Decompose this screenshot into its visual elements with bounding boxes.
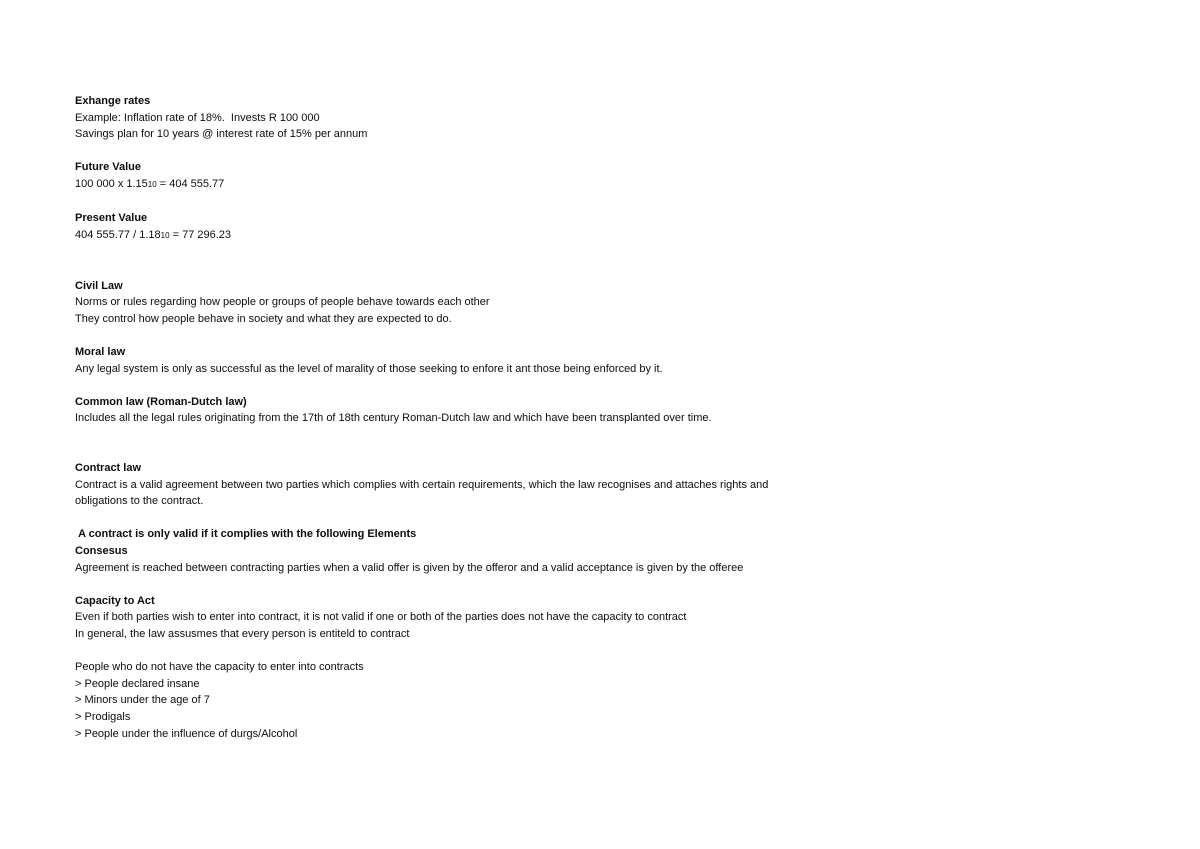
text-line: They control how people behave in society and what they are expected to do. xyxy=(75,312,452,325)
section-heading: Exhange rates xyxy=(75,95,151,107)
list-item: > People declared insane xyxy=(75,677,200,690)
formula-exponent: 10 xyxy=(160,230,170,240)
section-heading: Common law (Roman-Dutch law) xyxy=(75,395,247,408)
formula-exponent: 10 xyxy=(147,179,157,189)
text-line: In general, the law assusmes that every person is entiteld to contract xyxy=(75,628,410,640)
list-item: > People under the influence of durgs/Alcohol xyxy=(75,727,298,740)
section-common-law xyxy=(75,394,875,427)
document-page xyxy=(75,93,875,742)
list-item: > Prodigals xyxy=(75,710,131,723)
text-line: Savings plan for 10 years @ interest rate of 15% per annum xyxy=(75,128,368,141)
section-contract-validity xyxy=(75,526,875,576)
section-capacity-to-act xyxy=(75,593,875,643)
section-exchange-rates xyxy=(75,93,875,143)
text-line: Agreement is reached between contracting parties when a valid offer is given by the offeror and a valid acceptance is given by the offeree xyxy=(75,561,744,574)
section-heading: Moral law xyxy=(75,345,126,358)
text-line: Norms or rules regarding how people or groups of people behave towards each other xyxy=(75,296,490,309)
text-line: Example: Inflation rate of 18%. Invests R 100 000 xyxy=(75,111,320,124)
section-civil-law xyxy=(75,278,875,328)
text-line: Even if both parties wish to enter into contract, it is not valid if one or both of the parties does not have the capacity to contract xyxy=(75,611,687,624)
text-line: obligations to the contract. xyxy=(75,495,204,508)
list-intro: People who do not have the capacity to enter into contracts xyxy=(75,661,364,674)
text-line: Contract is a valid agreement between two parties which complies with certain requirements, which the law recognises and attaches rights and xyxy=(75,478,769,491)
section-future-value xyxy=(75,159,875,193)
section-heading: Capacity to Act xyxy=(75,594,155,607)
section-heading: Civil Law xyxy=(75,279,123,292)
section-subheading: Consesus xyxy=(75,545,128,558)
list-item: > Minors under the age of 7 xyxy=(75,694,210,707)
section-moral-law xyxy=(75,344,875,377)
formula-base: 404 555.77 / 1.18 xyxy=(75,228,161,241)
formula-line xyxy=(75,176,875,194)
text-line: Any legal system is only as successful as the level of marality of those seeking to enfore it ant those being enforced by it. xyxy=(75,362,663,375)
section-present-value xyxy=(75,210,875,244)
section-heading: Contract law xyxy=(75,462,142,475)
formula-line xyxy=(75,227,875,245)
text-line: Includes all the legal rules originating from the 17th of 18th century Roman-Dutch law and which have been transplanted over time. xyxy=(75,412,712,425)
section-heading: Future Value xyxy=(75,161,142,174)
formula-base: 100 000 x 1.15 xyxy=(75,177,148,190)
section-contract-law xyxy=(75,460,875,510)
section-heading: A contract is only valid if it complies with the following Elements xyxy=(75,528,417,541)
section-no-capacity-list xyxy=(75,659,875,742)
formula-result: = 77 296.23 xyxy=(169,228,232,241)
formula-result: = 404 555.77 xyxy=(156,177,225,190)
section-heading: Present Value xyxy=(75,212,148,225)
